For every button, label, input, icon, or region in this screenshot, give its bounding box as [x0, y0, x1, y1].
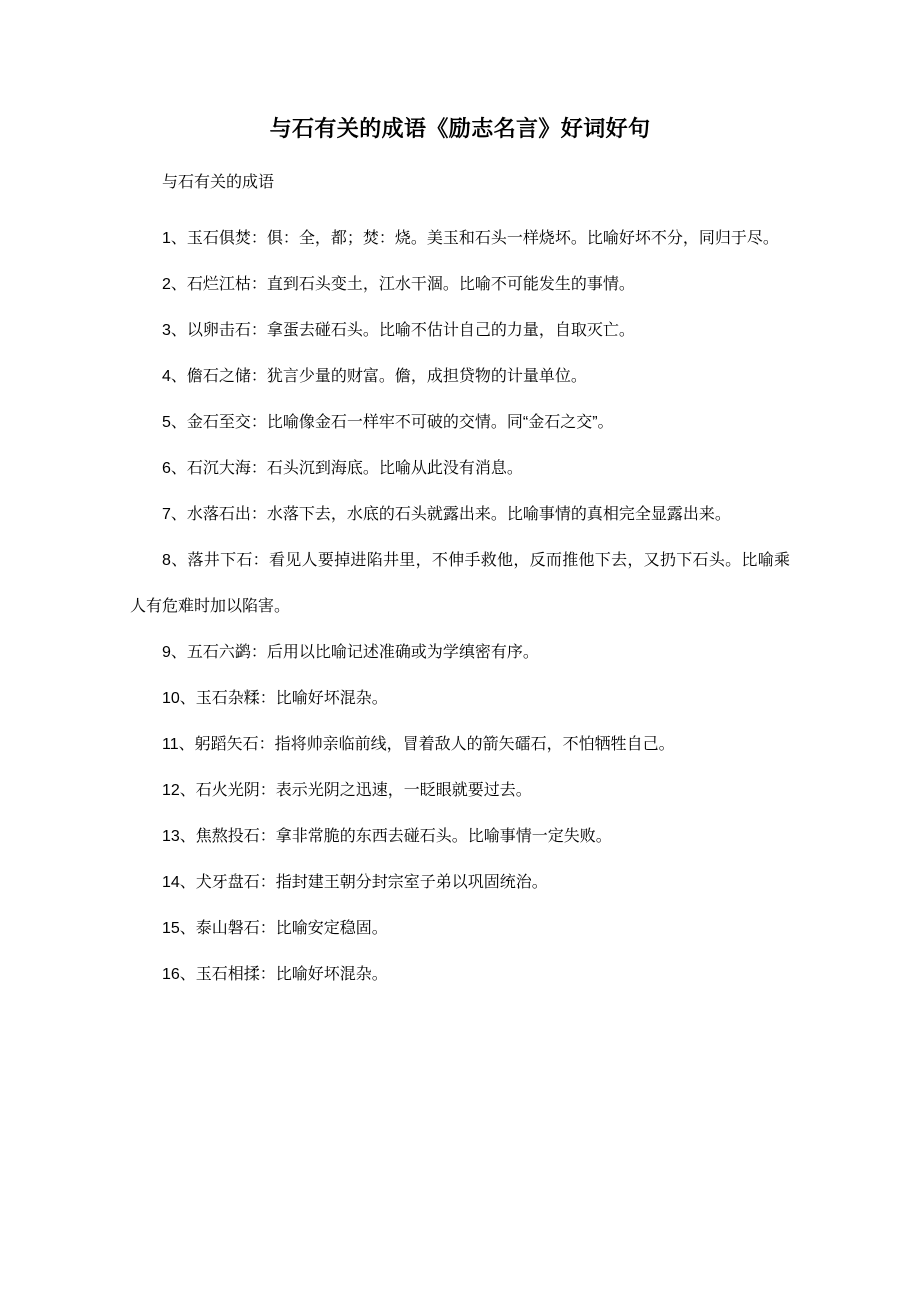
idiom-entry: 7、水落石出：水落下去，水底的石头就露出来。比喻事情的真相完全显露出来。 — [162, 506, 731, 523]
idiom-entry: 14、犬牙盘石：指封建王朝分封宗室子弟以巩固统治。 — [162, 874, 548, 891]
idiom-entry: 16、玉石相揉：比喻好坏混杂。 — [162, 966, 388, 983]
idiom-entry: 2、石烂江枯：直到石头变土，江水干涸。比喻不可能发生的事情。 — [162, 276, 635, 293]
idiom-entry: 13、焦熬投石：拿非常脆的东西去碰石头。比喻事情一定失败。 — [162, 828, 612, 845]
idiom-entry: 8、落井下石：看见人要掉进陷井里，不伸手救他，反而推他下去，又扔下石头。比喻乘人有危难时加以陷害。 — [130, 552, 790, 615]
idiom-entry: 4、儋石之储：犹言少量的财富。儋，成担贷物的计量单位。 — [162, 368, 587, 385]
idiom-entry: 3、以卵击石：拿蛋去碰石头。比喻不估计自己的力量，自取灭亡。 — [162, 322, 635, 339]
idiom-entry: 9、五石六鹢：后用以比喻记述准确或为学缜密有序。 — [162, 644, 539, 661]
idiom-entry-list — [130, 216, 790, 998]
idiom-entry: 12、石火光阴：表示光阴之迅速，一眨眼就要过去。 — [162, 782, 532, 799]
idiom-entry: 11、躬蹈矢石：指将帅亲临前线，冒着敌人的箭矢礌石，不怕牺牲自己。 — [162, 736, 675, 753]
idiom-entry: 6、石沉大海：石头沉到海底。比喻从此没有消息。 — [162, 460, 523, 477]
idiom-entry: 15、泰山磐石：比喻安定稳固。 — [162, 920, 388, 937]
page-title: 与石有关的成语《励志名言》好词好句 — [269, 116, 651, 141]
document-subtitle: 与石有关的成语 — [162, 174, 275, 191]
idiom-entry: 5、金石至交：比喻像金石一样牢不可破的交情。同“金石之交”。 — [162, 414, 614, 431]
idiom-entry: 1、玉石俱焚：俱：全，都；焚：烧。美玉和石头一样烧坏。比喻好坏不分，同归于尽。 — [162, 230, 779, 247]
idiom-entry: 10、玉石杂糅：比喻好坏混杂。 — [162, 690, 388, 707]
